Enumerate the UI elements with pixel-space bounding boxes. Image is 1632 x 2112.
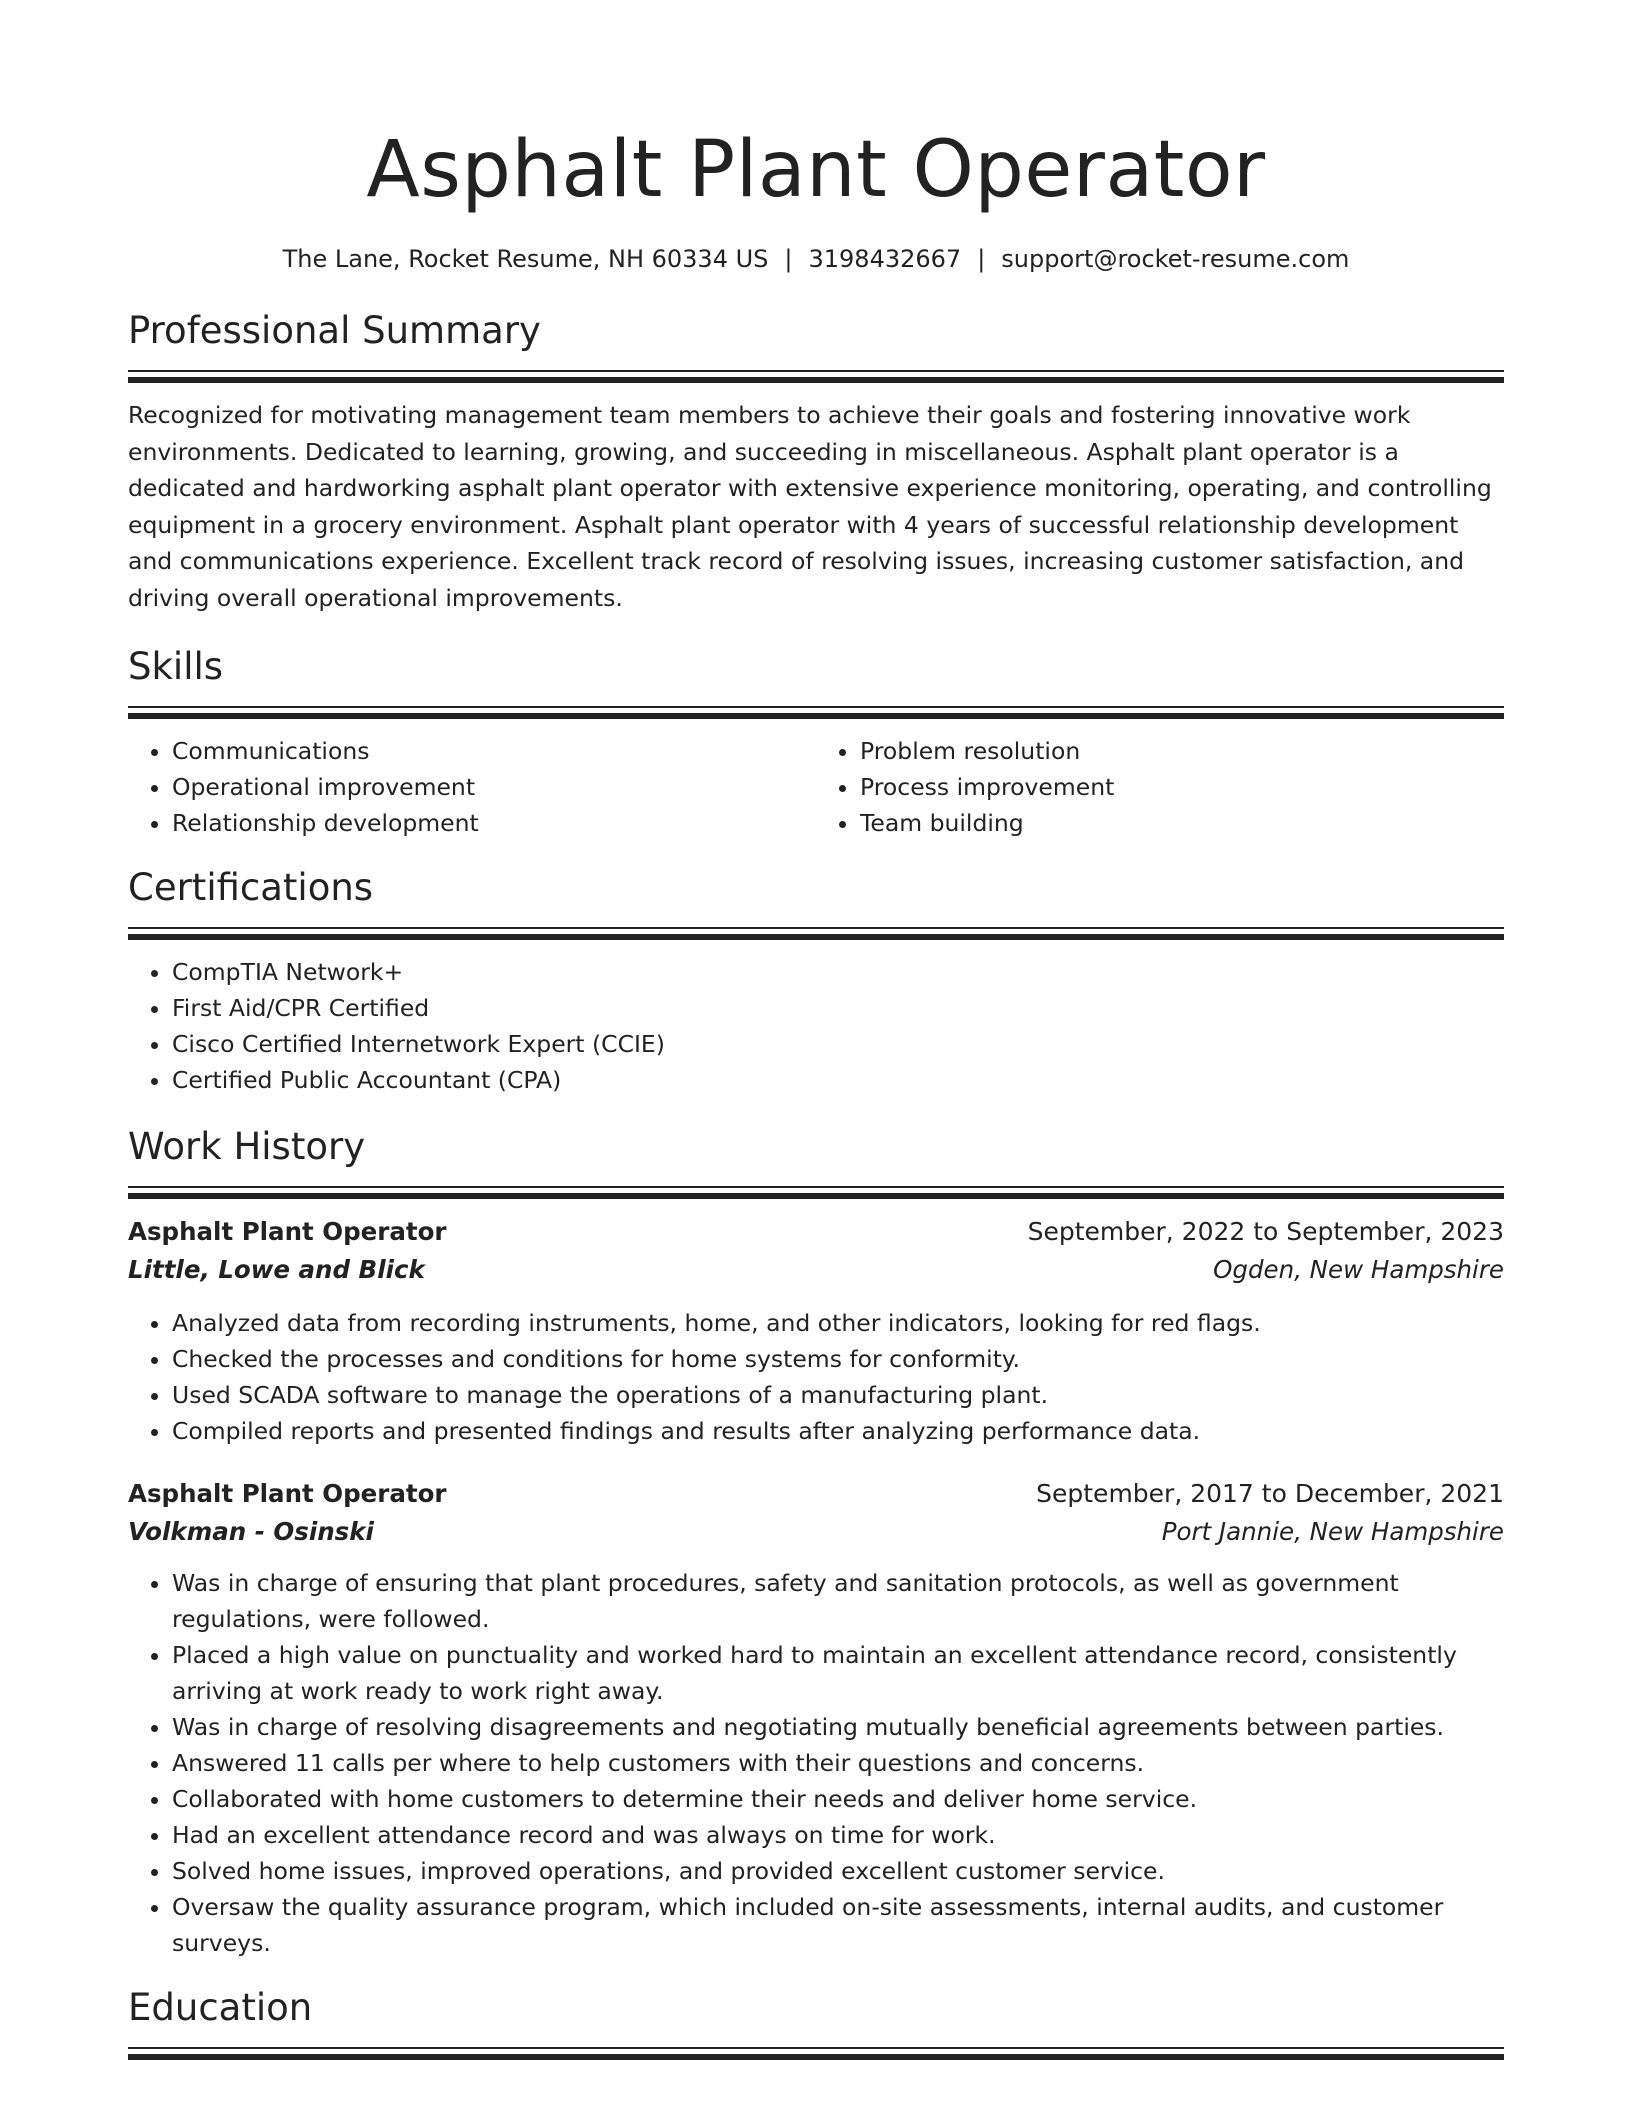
job-dates: September, 2017 to December, 2021 (1036, 1479, 1504, 1508)
job-company: Volkman - Osinski (128, 1517, 374, 1546)
section-title: Work History (128, 1125, 366, 1168)
job-bullet: • Answered 11 calls per where to help customers with their questions and concerns. (172, 1745, 1504, 1781)
skills-columns (128, 733, 1504, 841)
job-entry (128, 1213, 1504, 1449)
skills-list-left (128, 733, 816, 841)
skill-item: • Team building (860, 805, 1504, 841)
certification-item: • First Aid/CPR Certified (172, 990, 1504, 1026)
job-title: Asphalt Plant Operator (128, 1479, 447, 1508)
section-title: Professional Summary (128, 309, 541, 352)
section-title: Education (128, 1986, 313, 2029)
certification-item: • Cisco Certified Internetwork Expert (CCIE) (172, 1026, 1504, 1062)
skill-item: • Relationship development (172, 805, 816, 841)
job-bullet: • Analyzed data from recording instruments, home, and other indicators, looking for red flags. (172, 1305, 1504, 1341)
job-bullet: • Checked the processes and conditions for home systems for conformity. (172, 1341, 1504, 1377)
job-bullet: • Was in charge of ensuring that plant procedures, safety and sanitation protocols, as well as government regulations, were followed. (172, 1565, 1504, 1637)
contact-line (128, 242, 1504, 276)
job-company: Little, Lowe and Blick (128, 1255, 425, 1284)
skills-section (128, 642, 1504, 841)
job-location: Ogden, New Hampshire (1213, 1255, 1504, 1284)
job-dates: September, 2022 to September, 2023 (1027, 1217, 1504, 1246)
resume-name: Asphalt Plant Operator (366, 125, 1266, 215)
contact-email: support@rocket-resume.com (1001, 245, 1350, 273)
job-bullets (128, 1565, 1504, 1961)
section-rule (128, 706, 1504, 719)
certification-item: • CompTIA Network+ (172, 954, 1504, 990)
section-rule (128, 2047, 1504, 2060)
job-header (128, 1475, 1504, 1513)
job-bullet: • Used SCADA software to manage the operations of a manufacturing plant. (172, 1377, 1504, 1413)
job-bullet: • Was in charge of resolving disagreements and negotiating mutually beneficial agreements between parties. (172, 1709, 1504, 1745)
job-bullet: • Collaborated with home customers to determine their needs and deliver home service. (172, 1781, 1504, 1817)
summary-section (128, 306, 1504, 616)
job-bullet: • Solved home issues, improved operations, and provided excellent customer service. (172, 1853, 1504, 1889)
job-bullet: • Compiled reports and presented findings and results after analyzing performance data. (172, 1413, 1504, 1449)
certifications-section (128, 863, 1504, 1098)
certifications-list (128, 954, 1504, 1098)
contact-separator: | (784, 245, 793, 273)
skills-list-right (816, 733, 1504, 841)
job-title: Asphalt Plant Operator (128, 1217, 447, 1246)
section-rule (128, 1186, 1504, 1199)
contact-separator: | (977, 245, 986, 273)
job-bullet: • Placed a high value on punctuality and worked hard to maintain an excellent attendance record, consistently arriving at work ready to work right away. (172, 1637, 1504, 1709)
work-section (128, 1122, 1504, 1961)
section-rule (128, 370, 1504, 383)
job-subheader (128, 1251, 1504, 1289)
contact-address: The Lane, Rocket Resume, NH 60334 US (282, 245, 769, 273)
skill-item: • Problem resolution (860, 733, 1504, 769)
skill-item: • Communications (172, 733, 816, 769)
education-section (128, 1983, 1504, 2060)
section-title: Certifications (128, 866, 374, 909)
job-header (128, 1213, 1504, 1251)
section-rule (128, 927, 1504, 940)
certification-item: • Certified Public Accountant (CPA) (172, 1062, 1504, 1098)
job-entry (128, 1475, 1504, 1961)
job-bullet: • Had an excellent attendance record and was always on time for work. (172, 1817, 1504, 1853)
skill-item: • Process improvement (860, 769, 1504, 805)
summary-text: Recognized for motivating management team members to achieve their goals and fostering innovative work environments. Dedicated to learning, growing, and succeeding in miscellaneous. Asphalt plant operator is a dedicated and hardworking asphalt plant operator with extensive experience monitoring, operating, and controlling equipment in a grocery environment. Asphalt plant operator with 4 years of successful relationship development and communications experience. Excellent track record of resolving issues, increasing customer satisfaction, and driving overall operational improvements. (128, 401, 1492, 612)
contact-phone: 3198432667 (808, 245, 962, 273)
job-bullet: • Oversaw the quality assurance program, which included on-site assessments, internal audits, and customer surveys. (172, 1889, 1504, 1961)
job-location: Port Jannie, New Hampshire (1161, 1517, 1504, 1546)
job-subheader (128, 1513, 1504, 1551)
job-bullets (128, 1305, 1504, 1449)
skill-item: • Operational improvement (172, 769, 816, 805)
section-title: Skills (128, 645, 224, 688)
